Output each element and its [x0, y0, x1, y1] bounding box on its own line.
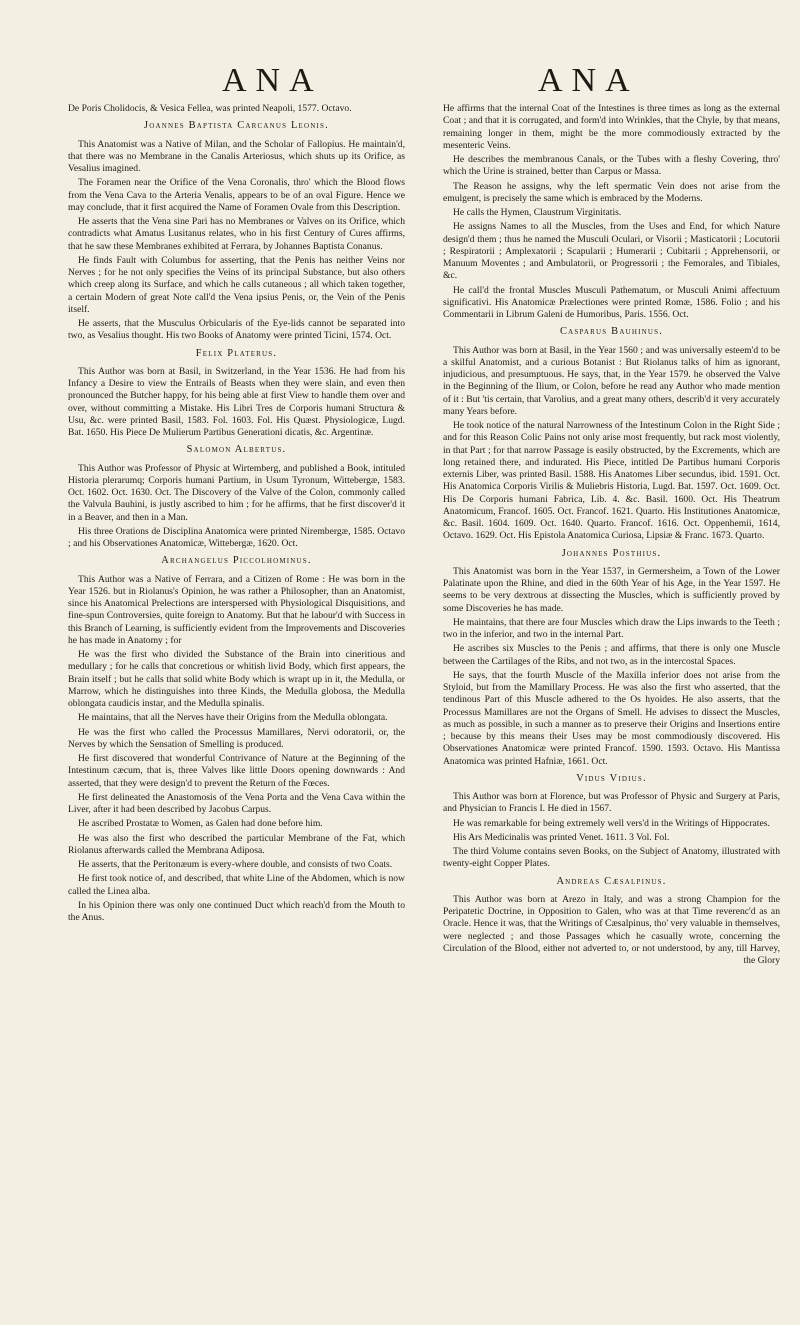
- section-heading: Felix Platerus.: [195, 347, 278, 359]
- section-heading: Casparus Bauhinus.: [559, 326, 664, 338]
- section-heading: Vidus Vidius.: [576, 772, 647, 784]
- paragraph: He asserts, that the Musculus Orbicularis of the Eye-lids cannot be separated into two, as Vesalius thought. His two Books of Anatomy were printed Ticini, 1574. Oct.: [68, 318, 405, 342]
- continued-text: De Poris Cholidocis, & Vesica Fellea, was printed Neapoli, 1577. Octavo.: [68, 103, 352, 114]
- paragraph: He call'd the frontal Muscles Musculi Pathematum, or Musculi Animi affectuum significativi. His Anatomicæ Prælectiones were printed Romæ, 1586. Folio ; and his Commentarii in Librum Galeni de Humoribus, Paris. 1556. Oct.: [443, 284, 780, 320]
- section-heading: Joannes Baptista Carcanus Leonis.: [144, 120, 329, 132]
- paragraph: He first took notice of, and described, that white Line of the Abdomen, which is now called the Linea alba.: [68, 873, 405, 897]
- paragraph: This Anatomist was born in the Year 1537, in Germersheim, a Town of the Lower Palatinate upon the Rhine, and died in the 60th Year of his Age, in the Year 1597. He seems to be very dextrous at dissecting the Muscles, which is sufficiently proved by some Discoveries he has made.: [443, 565, 780, 614]
- section-heading: Archangelus Piccolhominus.: [161, 555, 312, 567]
- paragraph: He asserts that the Vena sine Pari has no Membranes or Valves on its Orifice, which contradicts what Amatus Lusitanus relates, who in his first Century of Cures affirms, that he saw these Membranes exhibited at Ferrara, by Johannes Baptista Conanus.: [68, 216, 405, 252]
- paragraph: He calls the Hymen, Claustrum Virginitatis.: [453, 207, 622, 218]
- paragraph: He says, that the fourth Muscle of the Maxilla inferior does not arise from the Styloid, but from the Mamillary Process. He was also the first who asserted, that the tendinous Part of this Muscle adhered to the Os hyoides. He also asserts, that the Processus Mamillares are not the Organs of Smell. He advises to dissect the Muscles, as much as possible, in such a manner as to preserve their Origins and Insertions entire ; because by this means their Uses may be most commodiously discovered. His Observationes Anatomicæ were printed Francof. 1590. 1593. Octavo. His Mantissa Anatomica was printed Hafniæ, 1661. Oct.: [443, 669, 780, 767]
- paragraph: He assigns Names to all the Muscles, from the Uses and End, for which Nature design'd them ; thus he named the Musculi Oculari, or Visorii ; Masticatorii ; Locutorii ; Respiratorii ; Amplexatorii ; Scapularii ; Humerarii ; Cubitarii ; Apprehensorii, or Manuum Moventes ; and Ambulatorii, or Progressorii ; the Femorales, and Tibiales, &c.: [443, 221, 780, 282]
- paragraph: He was the first who called the Processus Mamillares, Nervi odoratorii, or, the Nerves by which the Sensation of Smelling is produced.: [68, 726, 405, 750]
- left-column: [68, 103, 405, 1303]
- header-word-left: ANA: [222, 62, 323, 99]
- section-heading: Johannes Posthius.: [561, 547, 662, 559]
- paragraph: The third Volume contains seven Books, on the Subject of Anatomy, illustrated with twenty-eight Copper Plates.: [443, 846, 780, 870]
- paragraph: He ascribed Prostatæ to Women, as Galen had done before him.: [78, 818, 323, 830]
- paragraph: He maintains, that there are four Muscles which draw the Lips inwards to the Teeth ; two in the inferior, and two in the internal Part.: [443, 616, 780, 640]
- paragraph: He finds Fault with Columbus for asserting, that the Penis has neither Veins nor Nerves ; for he not only specifies the Veins of its principal Substance, but also others which creep along its Surface, and which he calls cutaneous ; all which taken together, a certain Modern of great Note call'd the Vena ipsius Penis, or, the Vein of the Penis itself.: [68, 254, 405, 315]
- paragraph: In his Opinion there was only one continued Duct which reach'd from the Mouth to the Anus.: [68, 899, 405, 923]
- paragraph: He took notice of the natural Narrowness of the Intestinum Colon in the Right Side ; and for this Reason Colic Pains not only arise most frequently, but rack most violently, in that Part ; for that narrow Passage is easily obstructed, by the Excrements, which are long retained there, and indurated. His Piece, intitled De Partibus humani Corporis externis Liber, was printed Basil. 1588. His Anatomes Liber secundus, ibid. 1591. Oct. His Anatomica Corporis Virilis & Muliebris Historia, Lugd. Bat. 1597. Oct. 1609. Oct. His De Corporis humani Fabrica, Lib. 4. &c. Basil. 1600. Oct. His Theatrum Anatomicum, Francof. 1605. Oct. Francof. 1621. Quarto. His Institutiones Anatomicæ, &c. Basil. 1604. 1609. Oct. 1640. Quarto. Francof. 1616. Oct. Oppenhemii, 1614, Octavo. 1629. Oct. His Epistola Anatomica Curiosa, Lipsiæ & Franc. 1673. Quarto.: [443, 420, 780, 542]
- paragraph: He first delineated the Anastomosis of the Vena Porta and the Vena Cava within the Liver, after it had been described by Jacobus Carpus.: [68, 791, 405, 815]
- paragraph: He was remarkable for being extremely well vers'd in the Writings of Hippocrates.: [453, 817, 770, 829]
- paragraph: He affirms that the internal Coat of the Intestines is three times as long as the external Coat ; and that it is corrugated, and form'd into Wrinkles, that the Chyle, by that means, remaining longer in them, might be the more commodiously extracted by the mesenteric Veins.: [443, 103, 780, 151]
- paragraph: He asserts, that the Peritonæum is every-where double, and consists of two Coats.: [78, 859, 393, 870]
- paragraph: His three Orations de Disciplina Anatomica were printed Nirembergæ, 1585. Octavo ; and his Observationes Anatomicæ, Wittebergæ, 1620. Oct.: [68, 525, 405, 549]
- paragraph: This Author was Professor of Physic at Wirtemberg, and published a Book, intituled Historia plerarumq; Corporis humani Partium, in Usum Tyronum, Wittebergæ, 1583. Oct. 1602. Oct. 1630. Oct. The Discovery of the Valve of the Colon, commonly called the Valvula Bauhini, is justly ascribed to him ; for he affirms, that he first discover'd it in a Beaver, and then in a Man.: [68, 462, 405, 523]
- section-heading: Salomon Albertus.: [186, 444, 287, 456]
- paragraph: He was the first who divided the Substance of the Brain into cineritious and medullary ; for he calls that concretious or whitish livid Body, which first appears, the Brain itself ; but he calls that solid white Body which is wrapt up in it, the Medulla, or Marrow, which he distinguishes into three Kinds, the Medulla globosa, the Medulla oblongata caudicis instar, and the Medulla spinalis.: [68, 649, 405, 709]
- paragraph: This Author was born at Arezo in Italy, and was a strong Champion for the Peripatetic Doctrine, in Opposition to Galen, who was at that Time reverenc'd as an Oracle. Hence it was, that the Writings of Cæsalpinus, tho' very valuable in themselves, were neglected ; and those Passages which he casually wrote, concerning the Circulation of the Blood, either not adverted to, or not understood, by any, till Harvey, the Glory: [443, 893, 780, 966]
- paragraph: This Author was a Native of Ferrara, and a Citizen of Rome : He was born in the Year 1526. but in Riolanus's Opinion, he was rather a Philosopher, than an Anatomist, since his Anatomical Prelections are interspersed with Physiological Disquisitions, and fine-spun Controversies, quite foreign to Anatomy. But that he labour'd with Success in this Branch of Learning, is sufficiently evident from the Improvements and Discoveries he has made in Anatomy ; for: [68, 573, 405, 646]
- paragraph: His Ars Medicinalis was printed Venet. 1611. 3 Vol. Fol.: [453, 831, 670, 843]
- right-column: [443, 103, 780, 1303]
- running-header: [0, 62, 800, 102]
- paragraph: This Author was born at Florence, but was Professor of Physic and Surgery at Paris, and Physician to Francis I. He died in 1567.: [443, 791, 780, 815]
- paragraph: He was also the first who described the particular Membrane of the Fat, which Riolanus afterwards called the Membrana Adiposa.: [68, 832, 405, 856]
- paragraph: He describes the membranous Canals, or the Tubes with a fleshy Covering, thro' which the Urine is strained, better than Carpus or Massa.: [443, 154, 780, 178]
- paragraph: The Reason he assigns, why the left spermatic Vein does not arise from the emulgent, is precisely the same which is embraced by the Moderns.: [443, 180, 780, 204]
- paragraph: This Author was born at Basil, in the Year 1560 ; and was universally esteem'd to be a skilful Anatomist, and a curious Botanist : But Riolanus talks of him as ignorant, injudicious, and presumptuous. He says, that, in the Year 1579. he observed the Valve in the Beginning of the Ilium, or Colon, before he read any Author who made mention of it : But 'tis certain, that Varolius, and a great many others, describ'd it very accurately many Years before.: [443, 344, 780, 417]
- paragraph: This Author was born at Basil, in Switzerland, in the Year 1536. He had from his Infancy a Desire to view the Entrails of Beasts when they were slain, and even then pronounced the Butcher happy, for his being able at first View to handle them over and over, without committing a Mistake. His Libri Tres de Corporis humani Structura & Usu, &c. were printed Basil, 1583. Fol. 1603. Fol. His Quæst. Physiologicæ, Lugd. Bat. 1650. His Piece De Mulierum Partibus Generationi dicatis, &c. Argentinæ.: [68, 365, 405, 438]
- paragraph: He ascribes six Muscles to the Penis ; and affirms, that there is only one Muscle between the Cartilages of the Ribs, and not two, as in the intercostal Spaces.: [443, 643, 780, 667]
- section-heading: Andreas Cæsalpinus.: [556, 875, 667, 887]
- paragraph: He maintains, that all the Nerves have their Origins from the Medulla oblongata.: [78, 712, 388, 724]
- header-word-right: ANA: [538, 62, 639, 99]
- paragraph: This Anatomist was a Native of Milan, and the Scholar of Fallopius. He maintain'd, that there was no Membrane in the Canalis Arteriosus, which shuts up its Orifice, as Vesalius imagined.: [68, 138, 405, 174]
- paragraph: The Foramen near the Orifice of the Vena Coronalis, thro' which the Blood flows from the Vena Cava to the Arteria Venalis, appears to be of an oval Figure. Hence we may conclude, that it first acquired the Name of Foramen Ovale from this Description.: [68, 177, 405, 213]
- paragraph: He first discovered that wonderful Contrivance of Nature at the Beginning of the Intestinum cæcum, that is, three Valves like little Doors opening downwards : And asserted, that they were design'd to prevent the Return of the Fœces.: [68, 753, 405, 789]
